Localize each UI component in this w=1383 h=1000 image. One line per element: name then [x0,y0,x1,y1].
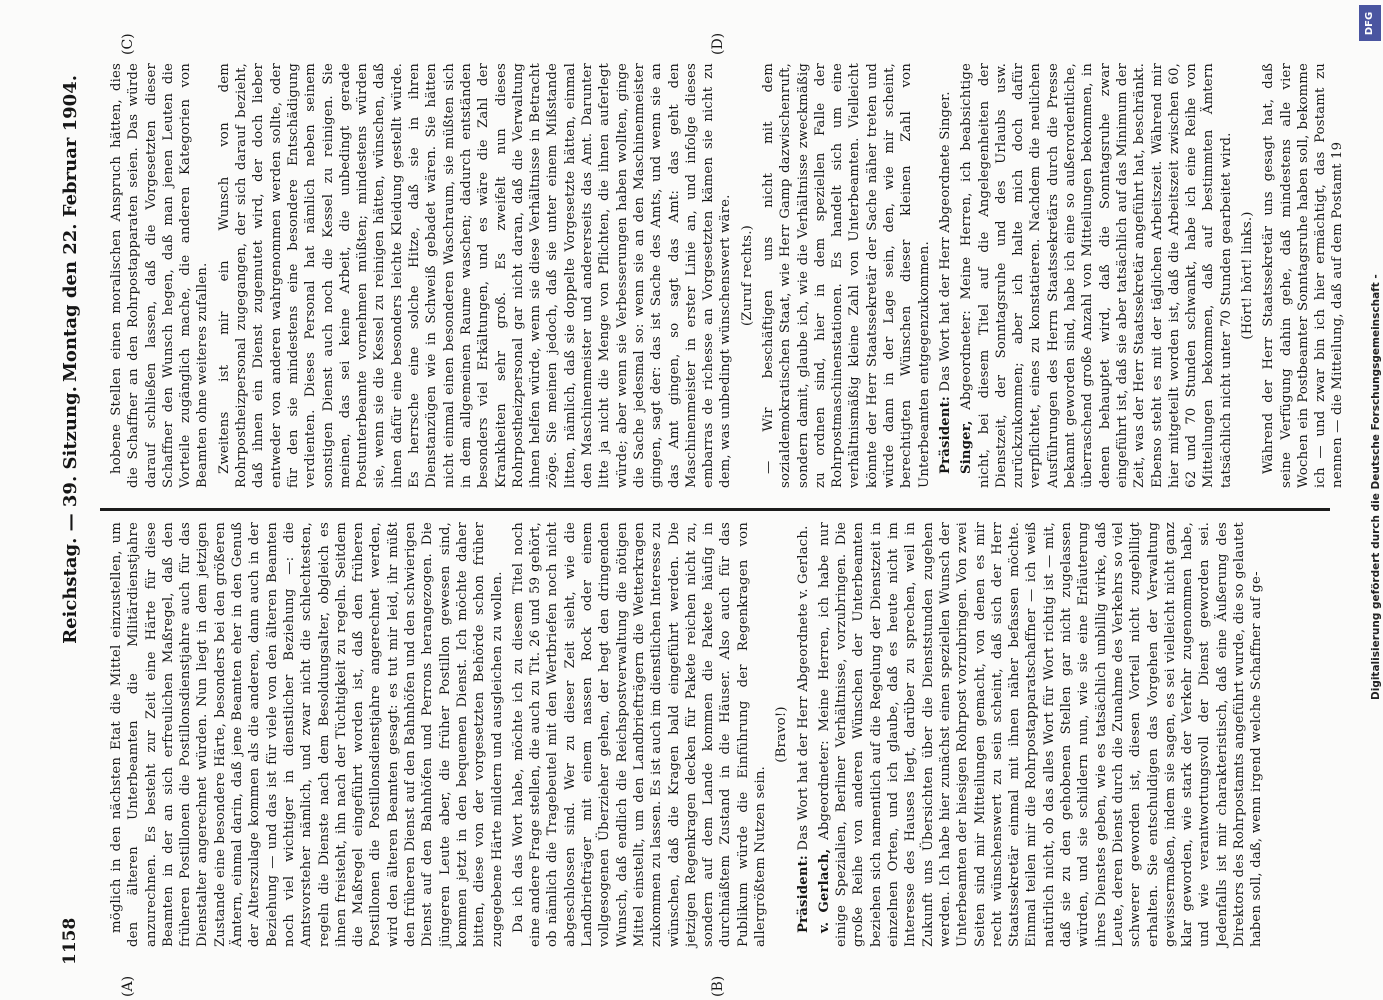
paragraph-text: — Wir beschäftigen uns nicht mit dem sozialdemokratischen Staat, wie Herr Gamp dazwischenruft, sondern damit, glaube ich, wie die Verhältnisse zweckmäßig zu ordnen sind, hier in dem speziellen Falle der Rohrpostmaschinenstationen. Es handelt sich um eine verhältnismäßig kleine Zahl von Unterbeamten. Vielleicht könnte der Herr Staatssekretär der Sache näher treten und würde dann in der Lage sein, den, wie mir scheint, berechtigten Wünschen dieser kleinen Zahl von Unterbeamten entgegenzukommen. [760,63,932,488]
margin-mark-a: (A) [120,975,136,997]
paragraph [1260,63,1346,488]
right-text-column [108,63,1346,488]
paragraph-text: Abgeordneter: Meine Herren, ich habe nur einige Spezialien, Berliner Verhältnisse, vorzubringen. Die große Reihe von anderen Wünschen der Unterbeamten beziehen sich namentlich auf die Regelung der Dienstzeit in einzelnen Orten, und ich glaube, daß es heute nicht im Interesse des Hauses liegt, darüber zu sprechen, weil in Zukunft uns Übersichten über die Dienststunden zugehen werden. Ich habe hier zunächst einen speziellen Wunsch der Unterbeamten der hiesigen Rohrpost vorzubringen. Von zwei Seiten sind mir Mitteilungen gemacht, von denen es mir recht wünschenswert zu sein scheint, daß sich der Herr Staatssekretär einmal mit ihnen näher befassen möchte. Einmal teilen mir die Rohrpostapparatschaffner — ich weiß natürlich nicht, ob das alles Wort für Wort richtig ist — mit, daß sie zu den gehobenen Stellen gar nicht zugelassen würden, und sie schildern nun, wie sie eine Erläuterung ihres Dienstes geben, wie es tatsächlich unbillig wirke, daß Leute, deren Dienst durch die Zunahme des Verkehrs so viel schwerer geworden ist, diesen Vorteil nicht zugebilligt erhalten. Sie entschuldigen das Vorgehen der Verwaltung gewissermaßen, indem sie sagen, es sei vielleicht nicht ganz klar geworden, wie stark der Verkehr zugenommen habe, und wie verantwortungsvoll der Dienst geworden sei. Jedenfalls ist mir charakteristisch, daß eine Äußerung des Direktors des Rohrpostamts angeführt wurde, die so gelautet haben soll, daß, wenn irgend welche Schaffner auf ge- [816,522,1265,947]
paragraph-text: Zweitens ist mir ein Wunsch von dem Rohrpostheizpersonal zugegangen, der sich darauf bezieht, daß ihnen ein Dienst zugemutet wird, der doch lieber entweder von anderen wahrgenommen werden sollte, oder für den sie mindestens eine besondere Entschädigung verdienten. Dieses Personal hat nämlich neben seinem sonstigen Dienst auch noch die Kessel zu reinigen. Sie meinen, das sei keine Arbeit, die unbedingt gerade Postunterbeamte vornehmen müßten; mindestens würden sie, wenn sie die Kessel zu reinigen hätten, wünschen, daß ihnen dafür eine besonders leichte Kleidung gestellt würde. Es herrsche eine solche Hitze, daß sie in ihren Dienstanzügen wie in Schweiß gebadet wären. Sie hätten nicht einmal einen besonderen Waschraum, sie müßten sich in dem allgemeinen Raume waschen; dadurch entständen besonders viel Erkältungen, und es wäre die Zahl der Krankheiten sehr groß. Es zweifelt nun dieses Rohrpostheizpersonal gar nicht daran, daß die Verwaltung ihnen helfen würde, wenn sie diese Verhältnisse in Betracht zöge. Sie meinen jedoch, daß sie unter einem Mißstande litten, nämlich, daß sie doppelte Vorgesetzte hätten, einmal den Maschinenmeister und andererseits das Amt. Darunter litte ja nicht die Menge von Pflichten, die ihnen auferlegt würde; aber wenn sie Verbesserungen haben wollten, ginge die Sache jedesmal so: wenn sie an den Maschinenmeister gingen, sagt der: das ist Sache des Amts, und wenn sie an das Amt gingen, so sagt das Amt: das geht den Maschinenmeister in erster Linie an, und infolge dieses embarras de richesse an Vorgesetzten kämen sie nicht zu dem, was unbedingt wünschenswert wäre. [216,63,734,488]
paragraph [816,522,1266,947]
speaker-name: v. Gerlach, [816,848,832,933]
rotated-journal-page [50,32,1346,997]
paragraph-text: Das Wort hat der Herr Abgeordnete v. Gerlach. [795,525,811,851]
page-date: Montag den 22. Februar 1904. [60,75,81,383]
paragraph [937,63,954,488]
margin-mark-c: (C) [120,33,136,55]
paragraph [773,522,790,947]
paragraph [760,63,933,488]
paragraph-text: möglich in den nächsten Etat die Mittel einzustellen, um den älteren Unterbeamten die Militärdienstjahre anzurechnen. Es besteht zur Zeit eine Härte für diese Beamten in der an sich erfreulichen Maßregel, daß den früheren Postillonen die Postillonsdienstjahre auch für das Dienstalter angerechnet würden. Nun liegt in dem jetzigen Zustande eine besondere Härte, besonders bei den größeren Ämtern, einmal darin, daß jene Beamten eher in den Genuß der Alterszulage kommen als die anderen, dann auch in der Beziehung — und das ist für viele von den älteren Beamten noch viel wichtiger in dienstlicher Beziehung —: die Amtsvorsteher nämlich, und zwar nicht die schlechtesten, regeln die Dienste nach dem Besoldungsalter, obgleich es ihnen freisteht, ihn nach der Tüchtigkeit zu regeln. Seitdem die Maßregel eingeführt worden ist, daß den früheren Postillonen die Postillonsdienstjahre angerechnet werden, wird den älteren Beamten gesagt: es tut mir leid, ihr müßt den früheren Dienst auf den Bahnhöfen und den schwierigen Dienst auf den Bahnhöfen und Perrons herangezogen. Die jüngeren Leute aber, die früher Postillon gewesen sind, kommen jetzt in den bequemen Dienst. Ich möchte daher bitten, diese von der vorgesetzten Behörde schon früher zugegebene Härte mildern und ausgleichen zu wollen. [109,522,505,947]
margin-mark-d: (D) [710,32,726,55]
paragraph-text: (Bravo!) [774,706,790,763]
paragraph-text: Abgeordneter: Meine Herren, ich beabsichtige nicht, bei diesem Titel auf die Angelegenheiten der Dienstzeit, der Sonntagsruhe und des Urlaubs usw. zurückzukommen; aber ich halte mich doch dafür verpflichtet, eines zu konstatieren. Nachdem die neulichen Ausführungen des Herrn Staatssekretärs durch die Presse bekannt geworden sind, habe ich eine so außerordentliche, überraschend große Anzahl von Mitteilungen bekommen, in denen behauptet wird, daß die Sonntagsruhe zwar eingeführt ist, daß sie aber tatsächlich auf das Minimum der Zeit, was der Herr Staatssekretär angeführt hat, beschränkt. Ebenso steht es mit der täglichen Arbeitszeit. Während mir hier mitgeteilt worden ist, daß die Arbeitszeit zwischen 60, 62 und 70 Stunden schwankt, habe ich eine Reihe von Mitteilungen bekommen, daß auf bestimmten Ämtern tatsächlich nicht unter 70 Stunden gearbeitet wird. [959,63,1234,488]
dfg-logo-text: DFG [1364,11,1376,35]
credit-text: Digitalisierung gefördert durch die Deutsche Forschungsgemeinschaft - [1370,274,1382,700]
paragraph [958,63,1235,488]
paragraph [108,522,506,947]
paragraph [1239,63,1256,488]
paragraph-text: hobene Stellen einen moralischen Anspruch hätten, dies die Schaffner an den Rohrpostapparaten seien. Das würde darauf schließen lassen, daß die Vorgesetzten dieser Schaffner den Wunsch hegen, daß man jenen Leuten die Vorteile zugänglich mache, die anderen Kategorien von Beamten ohne weiteres zufallen. [109,63,211,488]
paragraph [510,522,769,947]
paragraph-text: (Hört! hört! links.) [1240,211,1255,340]
running-head: Reichstag. — 39. Sitzung. [60,386,81,644]
paragraph [739,63,756,488]
paragraph-text: Das Wort hat der Herr Abgeordnete Singer. [937,91,953,392]
paragraph-text: Während der Herr Staatssekretär uns gesagt hat, daß seine Verfügung dahin gehe, daß mindestens alle vier Wochen ein Postbeamter Sonntagsruhe haben soll, bekomme ich — und zwar bin ich hier ermächtigt, das Postamt zu nennen — die Mitteilung, daß auf dem Postamt 19 [1261,63,1346,488]
margin-mark-b: (B) [710,975,726,997]
speaker-name: Präsident: [795,854,811,933]
paragraph-text: (Zuruf rechts.) [739,224,755,327]
speaker-name: Präsident: [937,395,953,474]
paragraph [795,522,812,947]
column-divider [100,508,1330,511]
page-number: 1158 [60,917,80,965]
dfg-logo [1359,5,1381,41]
left-text-column [108,522,1313,947]
speaker-name: Singer, [959,420,975,474]
paragraph [216,63,735,488]
paragraph [108,63,212,488]
paragraph-text: Da ich das Wort habe, möchte ich zu diesem Titel noch eine andere Frage stellen, die auch zu Tit. 26 und 59 gehört, ob nämlich die Tragebeutel mit den Wertbriefen noch nicht abgeschlossen sind. Wer zu dieser Zeit sieht, wie die Landbriefträger mit einem nassen Rock oder einem vollgesogenen Überzieher gehen, der hegt den dringenden Wunsch, daß endlich die Reichspostverwaltung die nötigen Mittel einstellt, um den Landbriefträgern die Wetterkragen zukommen zu lassen. Es ist auch im dienstlichen Interesse zu wünschen, daß die Kragen bald eingeführt werden. Die jetzigen Regenkragen decken für Pakete reichen nicht zu, sondern auf dem Lande kommen die Pakete häufig in durchnäßtem Zustand in die Häuser. Also auch für das Publikum würde die Einführung der Regenkragen von allergrößtem Nutzen sein. [510,522,768,947]
